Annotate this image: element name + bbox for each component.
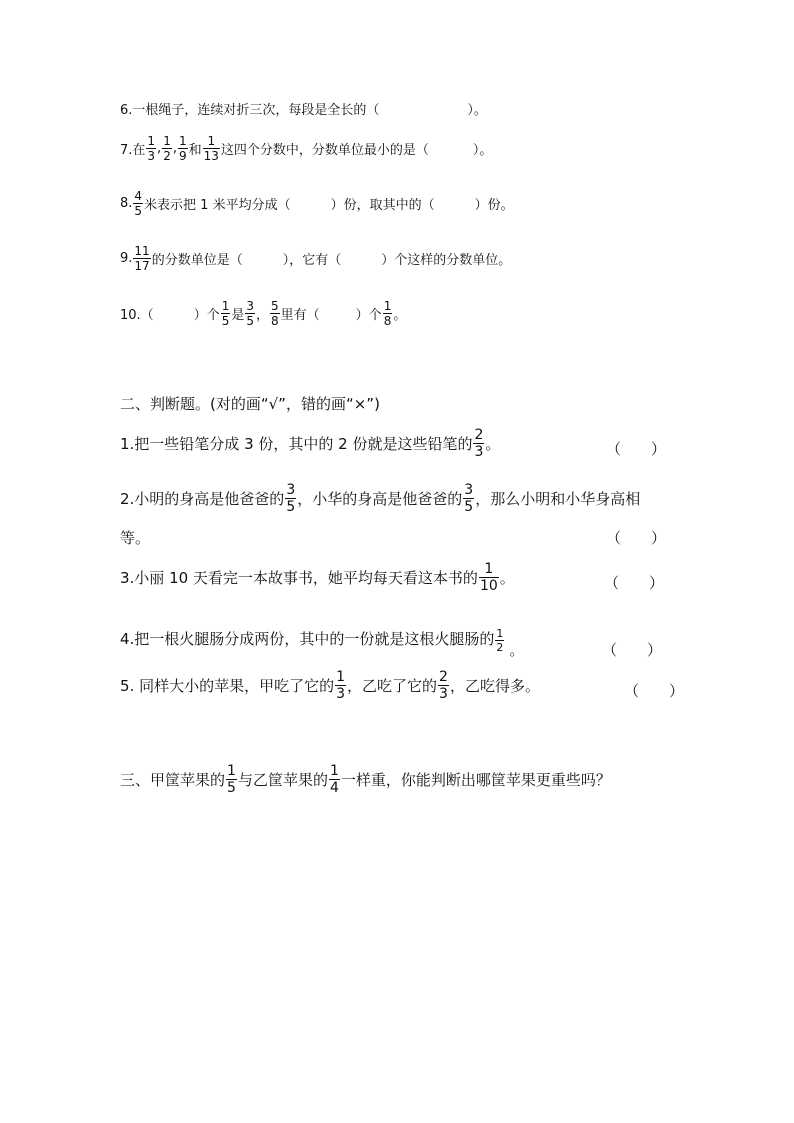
judge-q4-end: 。 — [509, 641, 525, 659]
q8-text-mid: ）份，取其中的（ — [330, 198, 435, 213]
judge-q2-text-mid: ，小华的身高是他爸爸的 — [297, 490, 463, 508]
section-3-question — [120, 764, 611, 795]
judge-q2-line2: 等。 — [120, 529, 151, 547]
judge-q1-end: 。 — [485, 435, 501, 453]
q7-text: 这四个分数中，分数单位最小的是（ — [220, 143, 429, 158]
fraction-1-3: $\frac{1}{3}$ — [147, 134, 156, 163]
judge-q5-text-mid: ，乙吃了它的 — [347, 677, 438, 695]
fraction-4-5: $\frac{4}{5}$ — [134, 189, 143, 218]
section3-text-a: 三、甲筐苹果的 — [120, 771, 226, 789]
q7-prefix: 7.在 — [120, 143, 146, 158]
q10-text-b: 是 — [231, 308, 245, 323]
and-text: 和 — [188, 143, 202, 158]
judge-question-2 — [120, 483, 640, 514]
fraction-1-3: $\frac{1}{3}$ — [336, 669, 346, 702]
fraction-1-2: $\frac{1}{2}$ — [163, 134, 171, 163]
judge-q2-text-end: ，那么小明和小华身高相 — [475, 490, 641, 508]
fraction-11-17: $\frac{11}{17}$ — [134, 244, 150, 273]
fraction-1-10: $\frac{1}{10}$ — [479, 561, 498, 594]
q6-text-end: ）。 — [467, 103, 487, 118]
q10-text-e: ）个 — [355, 308, 382, 323]
fraction-2-3: $\frac{2}{3}$ — [439, 669, 448, 702]
fraction-1-5: $\frac{1}{5}$ — [221, 299, 230, 328]
judge-title: 二、判断题。(对的画“√”，错的画“×”) — [120, 395, 380, 413]
fraction-1-13: $\frac{1}{13}$ — [203, 134, 219, 163]
judge-question-2-line2 — [120, 527, 150, 548]
q6-text: 6.一根绳子，连续对折三次，每段是全长的（ — [120, 103, 380, 118]
q9-prefix: 9. — [120, 251, 133, 266]
fraction-1-9: $\frac{1}{9}$ — [178, 134, 187, 163]
answer-bracket[interactable]: （ ） — [624, 682, 685, 700]
judge-q4-text: 4.把一根火腿肠分成两份，其中的一份就是这根火腿肠的 — [120, 630, 495, 648]
fraction-1-8: $\frac{1}{8}$ — [383, 299, 392, 328]
comma: , — [157, 141, 162, 156]
q9-text: 的分数单位是（ — [151, 253, 243, 268]
q10-text-f: 。 — [393, 308, 407, 323]
judge-q3-end: 。 — [499, 569, 515, 587]
answer-bracket[interactable]: （ ） — [604, 574, 665, 592]
answer-bracket[interactable]: （ ） — [606, 529, 667, 547]
judge-q3-text: 3.小丽 10 天看完一本故事书，她平均每天看这本书的 — [120, 569, 478, 587]
q10-text-a: ）个 — [193, 308, 220, 323]
judge-question-3 — [120, 562, 515, 593]
question-6 — [120, 99, 487, 118]
fraction-3-5: $\frac{3}{5}$ — [286, 482, 296, 515]
q8-text: 米表示把 1 米平均分成（ — [144, 198, 291, 213]
answer-bracket[interactable]: （ ） — [606, 440, 667, 458]
fraction-3-5: $\frac{3}{5}$ — [464, 482, 474, 515]
judge-q1-text: 1.把一些铅笔分成 3 份，其中的 2 份就是这些铅笔的 — [120, 435, 473, 453]
q9-text-mid: ），它有（ — [282, 253, 342, 268]
fraction-1-5: $\frac{1}{5}$ — [227, 763, 236, 796]
judge-question-1 — [120, 428, 500, 459]
q10-text-c: ， — [256, 308, 270, 323]
q9-text-end: ）个这样的分数单位。 — [381, 253, 512, 268]
q10-text-d: 里有（ — [280, 308, 320, 323]
section3-text-c: 一样重，你能判断出哪筐苹果更重些吗？ — [340, 771, 611, 789]
answer-bracket[interactable]: （ ） — [602, 641, 663, 659]
q8-prefix: 8. — [120, 196, 133, 211]
q8-text-end: ）份。 — [474, 198, 514, 213]
judge-q5-text-end: ，乙吃得多。 — [449, 677, 540, 695]
section-2-title — [120, 393, 380, 414]
section3-text-b: 与乙筐苹果的 — [237, 771, 328, 789]
fraction-1-2: $\frac{1}{2}$ — [496, 627, 504, 654]
judge-question-5 — [120, 670, 540, 701]
fraction-5-8: $\frac{5}{8}$ — [271, 299, 279, 328]
question-7 — [120, 135, 492, 162]
fraction-1-4: $\frac{1}{4}$ — [329, 763, 339, 796]
question-10 — [120, 300, 406, 327]
question-9 — [120, 245, 511, 272]
q10-prefix: 10.（ — [120, 308, 154, 323]
judge-question-4 — [120, 617, 524, 660]
fraction-3-5: $\frac{3}{5}$ — [246, 299, 254, 328]
judge-q5-text: 5. 同样大小的苹果，甲吃了它的 — [120, 677, 335, 695]
question-8 — [120, 190, 514, 217]
q7-text-end: ）。 — [472, 143, 493, 158]
judge-q2-text: 2.小明的身高是他爸爸的 — [120, 490, 285, 508]
fraction-2-3: $\frac{2}{3}$ — [474, 427, 484, 460]
comma: , — [172, 141, 177, 156]
